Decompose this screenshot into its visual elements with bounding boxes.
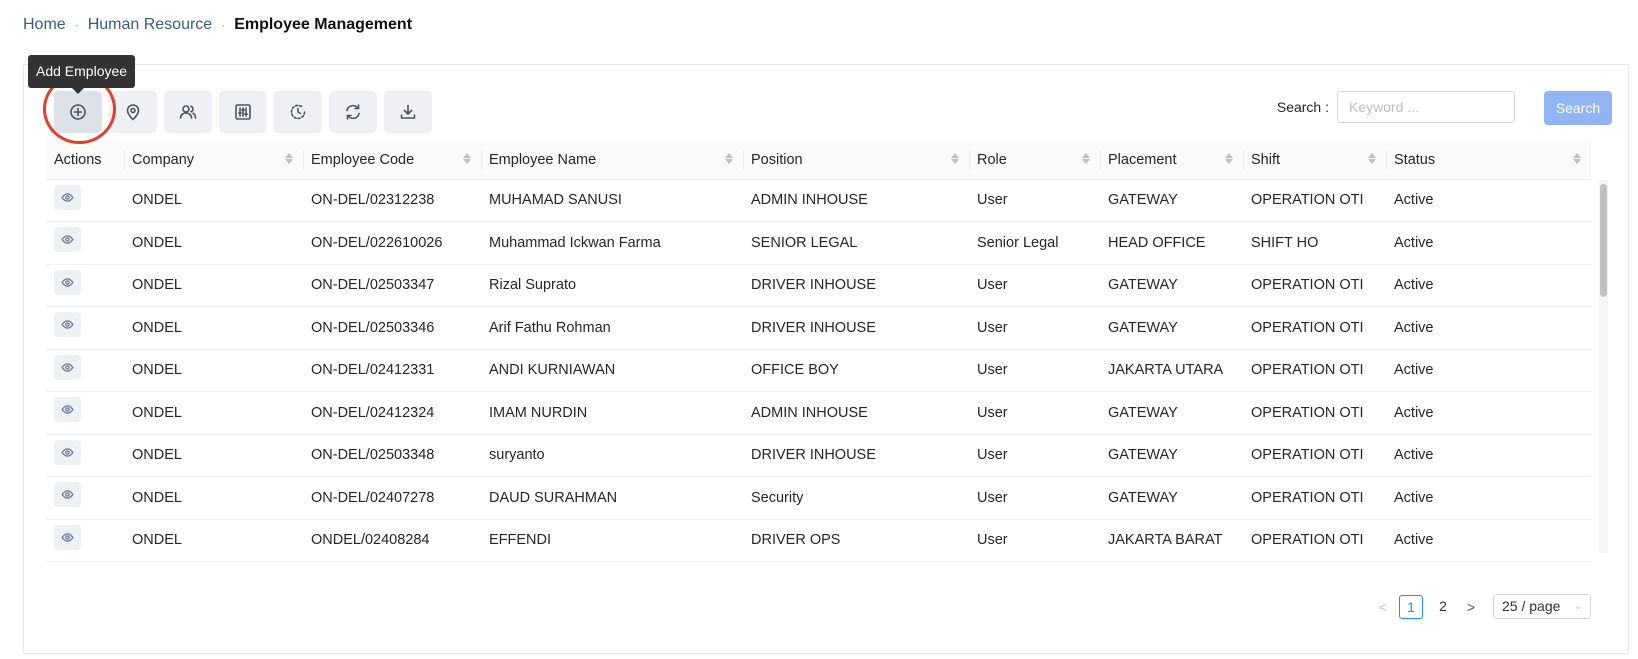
cell-status: Active [1386,222,1591,265]
eye-icon [61,531,74,544]
cell-actions [46,307,124,350]
cell-placement: GATEWAY [1100,179,1243,222]
cell-role: Senior Legal [969,222,1100,265]
employee-table [46,141,1606,575]
cell-employee-name: IMAM NURDIN [481,392,743,435]
history-button[interactable] [274,91,322,133]
cell-position: Security [743,477,969,520]
cell-employee-code: ON-DEL/02412331 [303,349,481,392]
eye-icon [61,318,74,331]
location-pin-icon [123,102,143,122]
toolbar [54,91,432,133]
sort-icon[interactable] [1368,153,1376,164]
cell-actions [46,179,124,222]
sort-icon[interactable] [463,153,471,164]
view-employee-button[interactable] [54,312,81,337]
page-2-button[interactable]: 2 [1439,597,1447,614]
search-label: Search : [1276,99,1329,115]
cell-shift: OPERATION OTI [1243,477,1386,520]
cell-status: Active [1386,434,1591,477]
table-row [46,477,1591,520]
cell-role: User [969,477,1100,520]
search-button[interactable]: Search [1544,91,1612,125]
table-row [46,392,1591,435]
cell-company: ONDEL [124,179,303,222]
cell-company: ONDEL [124,264,303,307]
prev-page-button[interactable]: < [1378,598,1388,615]
table-row [46,434,1591,477]
cell-employee-code: ON-DEL/02412324 [303,392,481,435]
pagination [1375,594,1591,619]
table-row [46,179,1591,222]
eye-icon [61,446,74,459]
cell-placement: HEAD OFFICE [1100,222,1243,265]
cell-status: Active [1386,519,1591,562]
breadcrumb-separator: · [74,18,79,32]
cell-employee-code: ON-DEL/02312238 [303,179,481,222]
scrollbar-thumb[interactable] [1600,184,1607,297]
cell-shift: OPERATION OTI [1243,519,1386,562]
breadcrumb [23,14,412,36]
page-size-value: 25 / page [1502,598,1561,614]
table-row [46,264,1591,307]
cell-employee-name: Rizal Suprato [481,264,743,307]
sliders-icon [233,102,253,122]
plus-circle-icon [68,102,88,122]
eye-icon [61,276,74,289]
page-size-select[interactable] [1493,594,1591,619]
cell-position: ADMIN INHOUSE [743,392,969,435]
cell-shift: OPERATION OTI [1243,392,1386,435]
cell-placement: GATEWAY [1100,434,1243,477]
cell-company: ONDEL [124,392,303,435]
eye-icon [61,191,74,204]
sort-icon[interactable] [285,153,293,164]
cell-status: Active [1386,264,1591,307]
cell-placement: GATEWAY [1100,477,1243,520]
next-page-button[interactable]: > [1466,598,1476,615]
cell-company: ONDEL [124,222,303,265]
view-employee-button[interactable] [54,185,81,210]
sort-icon[interactable] [725,153,733,164]
cell-placement: GATEWAY [1100,392,1243,435]
cell-status: Active [1386,349,1591,392]
cell-placement: JAKARTA UTARA [1100,349,1243,392]
cell-employee-name: suryanto [481,434,743,477]
cell-actions [46,392,124,435]
cell-position: DRIVER OPS [743,519,969,562]
cell-actions [46,349,124,392]
cell-actions [46,264,124,307]
filter-settings-button[interactable] [219,91,267,133]
eye-icon [61,488,74,501]
refresh-icon [343,102,363,122]
table-scrollbar[interactable] [1599,180,1608,553]
cell-employee-code: ON-DEL/02503347 [303,264,481,307]
cell-company: ONDEL [124,434,303,477]
cell-employee-name: MUHAMAD SANUSI [481,179,743,222]
page-1-button[interactable]: 1 [1399,595,1423,619]
cell-position: SENIOR LEGAL [743,222,969,265]
clock-history-icon [288,102,308,122]
cell-role: User [969,179,1100,222]
table-row [46,307,1591,350]
cell-employee-name: ANDI KURNIAWAN [481,349,743,392]
cell-role: User [969,349,1100,392]
cell-position: ADMIN INHOUSE [743,179,969,222]
cell-role: User [969,519,1100,562]
cell-placement: GATEWAY [1100,264,1243,307]
cell-actions [46,222,124,265]
cell-position: DRIVER INHOUSE [743,434,969,477]
cell-placement: JAKARTA BARAT [1100,519,1243,562]
cell-company: ONDEL [124,307,303,350]
cell-role: User [969,392,1100,435]
cell-actions [46,519,124,562]
add-employee-button[interactable] [54,91,102,133]
cell-employee-code: ON-DEL/02503346 [303,307,481,350]
view-employee-button[interactable] [54,270,81,295]
column-header-placement[interactable]: Placement [1100,141,1243,179]
cell-role: User [969,307,1100,350]
cell-employee-name: EFFENDI [481,519,743,562]
cell-employee-code: ON-DEL/022610026 [303,222,481,265]
sort-icon[interactable] [1225,153,1233,164]
cell-shift: OPERATION OTI [1243,434,1386,477]
breadcrumb-separator: · [221,18,226,32]
breadcrumb-human-resource[interactable]: Human Resource [87,16,213,33]
users-icon [178,102,198,122]
column-header-employee-code[interactable]: Employee Code [303,141,481,179]
users-button[interactable] [164,91,212,133]
sort-icon[interactable] [1082,153,1090,164]
column-header-shift[interactable]: Shift [1243,141,1386,179]
view-employee-button[interactable] [54,525,81,550]
breadcrumb-home[interactable]: Home [23,16,66,33]
add-employee-tooltip: Add Employee [28,55,135,88]
table-row [46,222,1591,265]
table-row [46,349,1591,392]
cell-employee-code: ONDEL/02408284 [303,519,481,562]
column-header-role[interactable]: Role [969,141,1100,179]
cell-status: Active [1386,477,1591,520]
cell-employee-name: Muhammad Ickwan Farma [481,222,743,265]
cell-shift: OPERATION OTI [1243,264,1386,307]
view-employee-button[interactable] [54,397,81,422]
column-header-employee-name[interactable]: Employee Name [481,141,743,179]
column-header-position[interactable]: Position [743,141,969,179]
refresh-button[interactable] [329,91,377,133]
download-icon [398,102,418,122]
cell-position: OFFICE BOY [743,349,969,392]
cell-actions [46,434,124,477]
cell-position: DRIVER INHOUSE [743,307,969,350]
cell-placement: GATEWAY [1100,307,1243,350]
cell-shift: OPERATION OTI [1243,179,1386,222]
cell-company: ONDEL [124,349,303,392]
cell-employee-name: DAUD SURAHMAN [481,477,743,520]
eye-icon [61,403,74,416]
cell-position: DRIVER INHOUSE [743,264,969,307]
view-employee-button[interactable] [54,482,81,507]
cell-company: ONDEL [124,477,303,520]
sort-icon[interactable] [1573,153,1581,164]
eye-icon [61,361,74,374]
cell-shift: SHIFT HO [1243,222,1386,265]
cell-status: Active [1386,179,1591,222]
cell-company: ONDEL [124,519,303,562]
view-employee-button[interactable] [54,227,81,252]
cell-shift: OPERATION OTI [1243,349,1386,392]
table-body [46,179,1591,562]
cell-shift: OPERATION OTI [1243,307,1386,350]
cell-status: Active [1386,307,1591,350]
table-header-row [46,141,1591,179]
search-input[interactable] [1337,91,1515,123]
column-header-actions: Actions [46,141,124,179]
cell-role: User [969,264,1100,307]
chevron-down-icon: ⌄ [1573,601,1582,612]
breadcrumb-current: Employee Management [234,16,413,33]
column-header-company[interactable]: Company [124,141,303,179]
cell-actions [46,477,124,520]
location-button[interactable] [109,91,157,133]
download-button[interactable] [384,91,432,133]
view-employee-button[interactable] [54,355,81,380]
view-employee-button[interactable] [54,440,81,465]
cell-status: Active [1386,392,1591,435]
column-header-status[interactable]: Status [1386,141,1591,179]
cell-employee-code: ON-DEL/02407278 [303,477,481,520]
sort-icon[interactable] [951,153,959,164]
cell-role: User [969,434,1100,477]
cell-employee-name: Arif Fathu Rohman [481,307,743,350]
search-area [1277,91,1515,123]
eye-icon [61,233,74,246]
table-row [46,519,1591,562]
cell-employee-code: ON-DEL/02503348 [303,434,481,477]
